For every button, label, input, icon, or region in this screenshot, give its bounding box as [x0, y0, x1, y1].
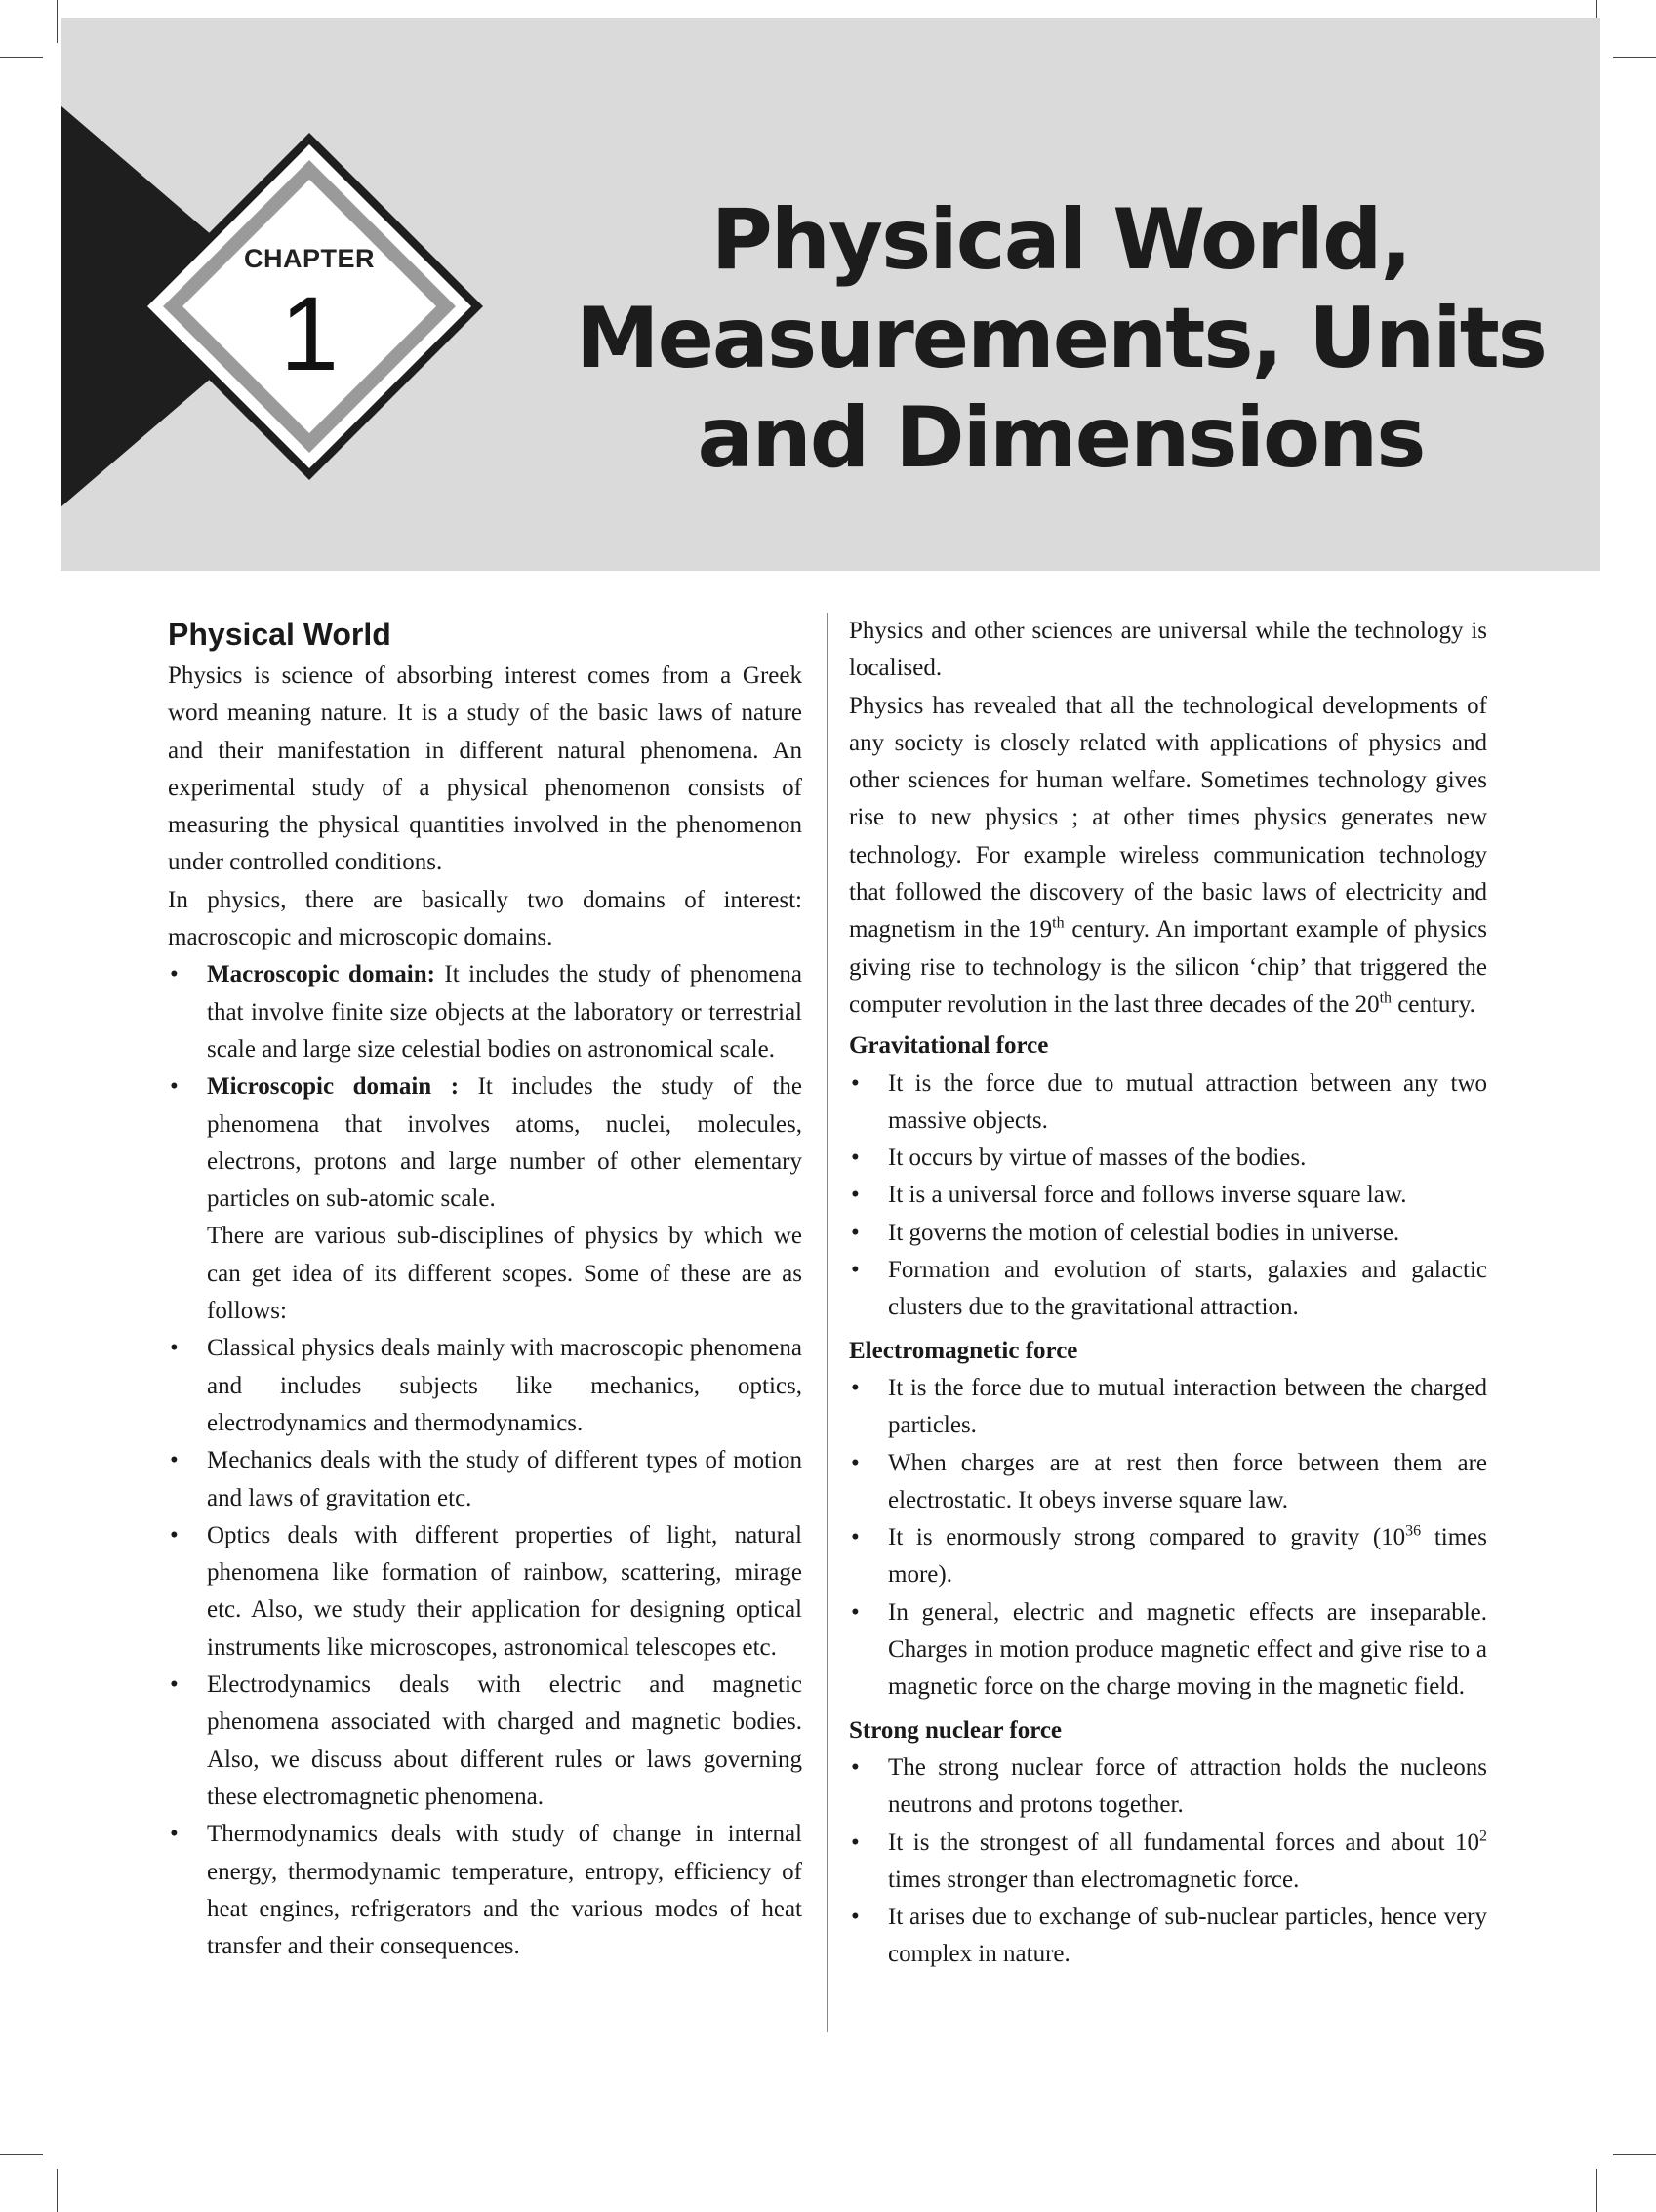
subhead-strong-nuclear: Strong nuclear force — [849, 1716, 1063, 1744]
subhead-electromagnetic: Electromagnetic force — [849, 1337, 1078, 1364]
list-item: • It is the force due to mutual interaction between the charged particles. — [849, 1370, 1487, 1445]
strong-nuclear-list — [849, 1749, 1487, 1974]
chapter-title-line: and Dimensions — [697, 388, 1425, 487]
text-run: It is enormously strong compared to gravity (10 — [888, 1524, 1406, 1551]
crop-mark — [57, 0, 58, 43]
right-column — [849, 613, 1487, 1974]
text-run: times stronger than electromagnetic force. — [888, 1866, 1300, 1893]
chapter-title-line: Physical World, — [710, 191, 1411, 289]
text-run: It is the strongest of all fundamental forces and about 10 — [888, 1829, 1479, 1856]
list-item: • It is the force due to mutual attraction between any two massive objects. — [849, 1066, 1487, 1141]
superscript: th — [1379, 989, 1393, 1007]
left-column — [168, 613, 802, 1965]
chapter-banner — [61, 18, 1600, 571]
crop-mark — [1596, 2169, 1597, 2212]
superscript: th — [1052, 915, 1065, 933]
term-microscopic: Microscopic domain : — [207, 1073, 460, 1101]
paragraph-subdisciplines: There are various sub-disciplines of physics by which we can get idea of its different scopes. Some of these are as follows: — [207, 1223, 802, 1325]
list-item: • It arises due to exchange of sub-nuclear particles, hence very complex in nature. — [849, 1899, 1487, 1974]
subdiscipline-list — [168, 1330, 802, 1965]
text-run: times more). — [888, 1524, 1487, 1589]
column-divider — [827, 613, 828, 2032]
list-item: • Classical physics deals mainly with macroscopic phenomena and includes subjects like mechanics, optics, electrodynamics and thermodynamics. — [168, 1330, 802, 1442]
paragraph-universal: Physics and other sciences are universal while the technology is localised. — [849, 618, 1487, 682]
domain-list — [168, 956, 802, 1218]
crop-mark — [57, 2169, 58, 2212]
paragraph-domains: In physics, there are basically two domains of interest: macroscopic and microscopic domains. — [168, 886, 802, 951]
electromagnetic-list — [849, 1370, 1487, 1707]
list-item: • Thermodynamics deals with study of change in internal energy, thermodynamic temperature, entropy, efficiency of heat engines, refrigerators and the various modes of heat transfer and their consequences. — [168, 1816, 802, 1965]
paragraph-intro: Physics is science of absorbing interest comes from a Greek word meaning nature. It is a study of the basic laws of nature and their manifestation in different natural phenomena. An experimental study of a physical phenomenon consists of measuring the physical quantities involved in the phenomenon under controlled conditions. — [168, 663, 802, 876]
text-run: century. An important example of physics giving rise to technology is the silicon ‘chip’ that triggered the computer revolution in the last three decades of the 20 — [849, 916, 1487, 1018]
list-item — [849, 1519, 1487, 1594]
term-macroscopic: Macroscopic domain: — [207, 961, 435, 988]
crop-mark — [0, 2154, 43, 2155]
list-item: • In general, electric and magnetic effects are inseparable. Charges in motion produce magnetic effect and give rise to a magnetic force on the charge moving in the magnetic field. — [849, 1594, 1487, 1707]
list-item: • The strong nuclear force of attraction holds the nucleons neutrons and protons together. — [849, 1749, 1487, 1825]
list-item: • It is a universal force and follows inverse square law. — [849, 1177, 1487, 1214]
list-item: • Optics deals with different properties of light, natural phenomena like formation of rainbow, scattering, mirage etc. Also, we study their application for designing optical instruments like microscopes, astronomical telescopes etc. — [168, 1517, 802, 1667]
list-item: • Formation and evolution of starts, galaxies and galactic clusters due to the gravitational attraction. — [849, 1252, 1487, 1327]
list-item: • When charges are at rest then force between them are electrostatic. It obeys inverse square law. — [849, 1445, 1487, 1520]
paragraph-technology — [849, 688, 1487, 1025]
superscript: 2 — [1479, 1828, 1487, 1845]
chapter-label: CHAPTER — [243, 244, 375, 273]
crop-mark — [1613, 2154, 1656, 2155]
list-item — [168, 956, 802, 1068]
crop-mark — [1613, 57, 1656, 58]
chapter-title — [519, 191, 1600, 488]
chapter-title-line: Measurements, Units — [576, 290, 1546, 388]
list-item — [168, 1068, 802, 1218]
superscript: 36 — [1405, 1522, 1422, 1540]
list-item: • It occurs by virtue of masses of the bodies. — [849, 1140, 1487, 1177]
chapter-number: 1 — [279, 274, 340, 392]
crop-mark — [0, 57, 43, 58]
term-description: It includes the study of the phenomena that involves atoms, nuclei, molecules, electrons, protons and large number of other elementary particles on sub-atomic scale. — [207, 1073, 802, 1213]
list-item — [849, 1825, 1487, 1900]
list-item: • Electrodynamics deals with electric and magnetic phenomena associated with charged and magnetic bodies. Also, we discuss about different rules or laws governing these electromagnetic phenomena. — [168, 1667, 802, 1816]
gravitational-list — [849, 1066, 1487, 1327]
list-item: • Mechanics deals with the study of different types of motion and laws of gravitation etc. — [168, 1442, 802, 1517]
subhead-gravitational: Gravitational force — [849, 1032, 1049, 1060]
text-run: Physics has revealed that all the technological developments of any society is closely related with applications of physics and other sciences for human welfare. Sometimes technology gives rise to new physics ; at other times physics generates new technology. For example wireless communication technology that followed the discovery of the basic laws of electricity and magnetism in the 19 — [849, 692, 1487, 944]
text-run: century. — [1392, 990, 1475, 1018]
term-description: It includes the study of phenomena that involve finite size objects at the laboratory or terrestrial scale and large size celestial bodies on astronomical scale. — [207, 961, 802, 1063]
section-title: Physical World — [168, 617, 391, 652]
list-item: • It governs the motion of celestial bodies in universe. — [849, 1215, 1487, 1252]
